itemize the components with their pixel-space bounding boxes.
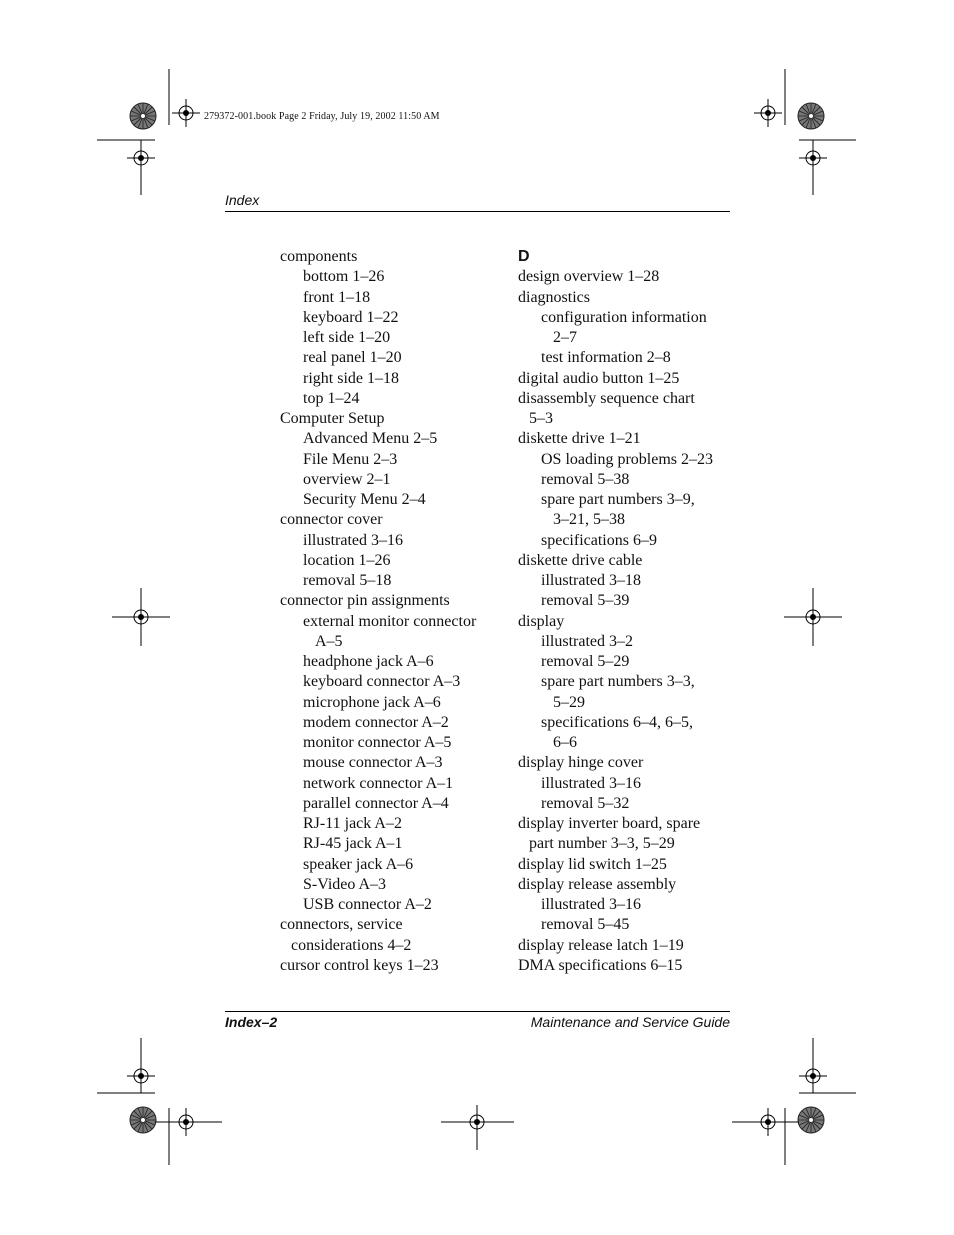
- index-section-letter: D: [518, 248, 530, 265]
- index-entry: specifications 6–4, 6–5,: [541, 713, 693, 731]
- index-entry: keyboard connector A–3: [303, 673, 461, 691]
- index-entry: removal 5–38: [541, 470, 630, 488]
- index-entry: test information 2–8: [541, 349, 671, 367]
- index-entry: A–5: [315, 632, 343, 650]
- index-entry: connector pin assignments: [280, 592, 450, 610]
- index-entry: display hinge cover: [518, 754, 644, 772]
- index-entry: keyboard 1–22: [303, 308, 399, 326]
- index-entry: disassembly sequence chart: [518, 389, 695, 407]
- index-entry: DMA specifications 6–15: [518, 956, 683, 974]
- index-entry: 6–6: [553, 734, 577, 751]
- index-entry: removal 5–45: [541, 916, 630, 934]
- index-entry: parallel connector A–4: [303, 794, 449, 812]
- index-column-right: [518, 247, 748, 976]
- index-entry: S-Video A–3: [303, 875, 387, 893]
- index-entry: specifications 6–9: [541, 531, 657, 549]
- index-entry: USB connector A–2: [303, 896, 432, 913]
- index-entry: illustrated 3–2: [541, 632, 633, 650]
- index-entry: overview 2–1: [303, 470, 391, 488]
- print-slug: 279372-001.book Page 2 Friday, July 19, 2002 11:50 AM: [204, 111, 440, 122]
- index-entry: spare part numbers 3–9,: [541, 491, 695, 508]
- index-entry: configuration information: [541, 308, 707, 326]
- index-entry: display release assembly: [518, 875, 677, 893]
- index-entry: Computer Setup: [280, 410, 385, 427]
- index-entry: removal 5–32: [541, 794, 630, 812]
- index-entry: display: [518, 612, 565, 630]
- index-entry: modem connector A–2: [303, 713, 449, 731]
- index-entry: left side 1–20: [303, 329, 391, 346]
- index-entry: illustrated 3–18: [541, 572, 641, 589]
- index-entry: speaker jack A–6: [303, 855, 414, 873]
- index-entry: bottom 1–26: [303, 268, 385, 286]
- index-entry: Security Menu 2–4: [303, 491, 426, 508]
- running-head: Index: [225, 192, 260, 208]
- index-entry: display release latch 1–19: [518, 936, 684, 954]
- index-entry: illustrated 3–16: [303, 531, 403, 549]
- index-entry: cursor control keys 1–23: [280, 956, 439, 974]
- index-entry: display inverter board, spare: [518, 815, 701, 832]
- index-entry: top 1–24: [303, 389, 360, 407]
- index-entry: illustrated 3–16: [541, 774, 641, 792]
- index-entry: front 1–18: [303, 288, 371, 306]
- index-column-left: [280, 247, 510, 976]
- index-entry: RJ-11 jack A–2: [303, 815, 402, 832]
- index-entry: File Menu 2–3: [303, 450, 398, 468]
- index-entry: monitor connector A–5: [303, 734, 452, 751]
- index-entry: headphone jack A–6: [303, 653, 434, 670]
- header-rule: [225, 211, 730, 212]
- index-entry: diagnostics: [518, 288, 590, 306]
- index-entry: connectors, service: [280, 916, 403, 934]
- index-entry: location 1–26: [303, 551, 391, 569]
- index-entry: illustrated 3–16: [541, 896, 641, 913]
- index-entry: real panel 1–20: [303, 349, 402, 367]
- index-entry: part number 3–3, 5–29: [529, 835, 675, 853]
- index-entry: diskette drive 1–21: [518, 430, 641, 448]
- index-entry: spare part numbers 3–3,: [541, 673, 695, 691]
- index-entry: 3–21, 5–38: [553, 511, 625, 529]
- index-entry: components: [280, 248, 358, 265]
- index-entry: removal 5–18: [303, 572, 392, 589]
- index-entry: mouse connector A–3: [303, 754, 443, 772]
- index-entry: 5–3: [529, 410, 553, 427]
- index-entry: external monitor connector: [303, 612, 477, 630]
- index-entry: connector cover: [280, 511, 383, 529]
- index-entry: 2–7: [553, 329, 577, 346]
- index-entry: 5–29: [553, 693, 585, 711]
- index-entry: digital audio button 1–25: [518, 369, 680, 387]
- footer-rule: [225, 1011, 730, 1012]
- index-entry: OS loading problems 2–23: [541, 450, 713, 468]
- index-entry: network connector A–1: [303, 774, 454, 792]
- index-entry: Advanced Menu 2–5: [303, 430, 438, 448]
- index-entry: removal 5–39: [541, 592, 630, 610]
- index-entry: RJ-45 jack A–1: [303, 835, 403, 853]
- index-entry: display lid switch 1–25: [518, 855, 667, 873]
- index-entry: design overview 1–28: [518, 268, 660, 286]
- index-entry: removal 5–29: [541, 653, 630, 670]
- index-entry: right side 1–18: [303, 369, 399, 387]
- book-title: Maintenance and Service Guide: [530, 1014, 730, 1030]
- page-number: Index–2: [225, 1014, 278, 1030]
- index-entry: considerations 4–2: [291, 936, 412, 954]
- index-entry: diskette drive cable: [518, 551, 643, 569]
- index-entry: microphone jack A–6: [303, 693, 441, 711]
